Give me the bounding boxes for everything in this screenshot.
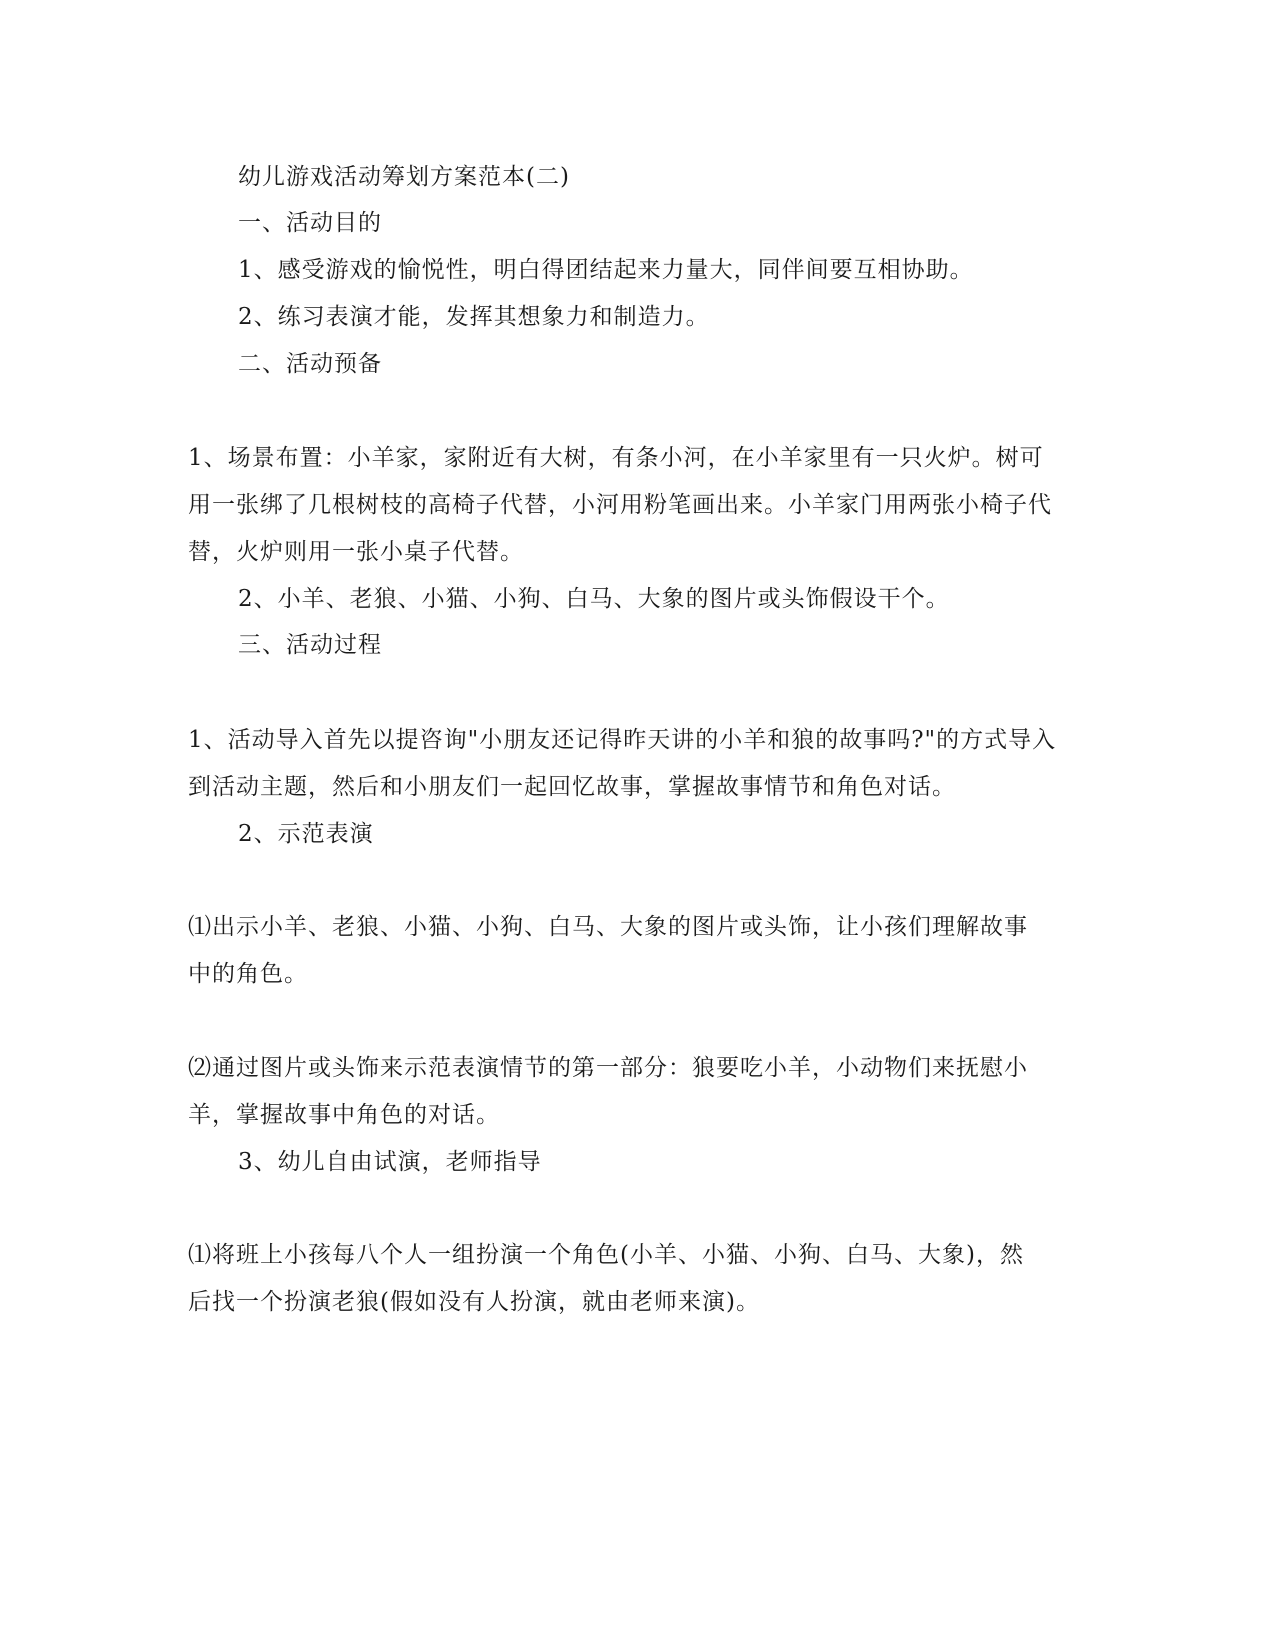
process-item-2-heading: 2、示范表演: [238, 821, 374, 847]
goal-item-2: 2、练习表演才能，发挥其想象力和制造力。: [238, 304, 710, 330]
process-3a-line-2: 后找一个扮演老狼(假如没有人扮演，就由老师来演)。: [188, 1289, 760, 1315]
prep-item-1-line-3: 替，火炉则用一张小桌子代替。: [188, 539, 524, 565]
process-item-1-line-1: 1、活动导入首先以提咨询"小朋友还记得昨天讲的小羊和狼的故事吗?"的方式导入: [188, 727, 1057, 753]
goal-item-1: 1、感受游戏的愉悦性，明白得团结起来力量大，同伴间要互相协助。: [238, 257, 974, 283]
prep-item-1-line-1: 1、场景布置：小羊家，家附近有大树，有条小河，在小羊家里有一只火炉。树可: [188, 445, 1044, 471]
section-heading-preparation: 二、活动预备: [238, 351, 382, 377]
process-2a-line-1: ⑴出示小羊、老狼、小猫、小狗、白马、大象的图片或头饰，让小孩们理解故事: [188, 914, 1028, 940]
prep-item-2: 2、小羊、老狼、小猫、小狗、白马、大象的图片或头饰假设干个。: [238, 586, 950, 612]
process-3a-line-1: ⑴将班上小孩每八个人一组扮演一个角色(小羊、小猫、小狗、白马、大象)，然: [188, 1242, 1024, 1268]
process-2b-line-1: ⑵通过图片或头饰来示范表演情节的第一部分：狼要吃小羊，小动物们来抚慰小: [188, 1055, 1028, 1081]
section-heading-process: 三、活动过程: [238, 632, 382, 658]
prep-item-1-line-2: 用一张绑了几根树枝的高椅子代替，小河用粉笔画出来。小羊家门用两张小椅子代: [188, 492, 1052, 518]
process-2a-line-2: 中的角色。: [188, 961, 308, 987]
process-item-1-line-2: 到活动主题，然后和小朋友们一起回忆故事，掌握故事情节和角色对话。: [188, 774, 956, 800]
process-item-3-heading: 3、幼儿自由试演，老师指导: [238, 1149, 542, 1175]
document-title: 幼儿游戏活动筹划方案范本(二): [238, 164, 570, 190]
section-heading-goals: 一、活动目的: [238, 210, 382, 236]
process-2b-line-2: 羊，掌握故事中角色的对话。: [188, 1102, 500, 1128]
